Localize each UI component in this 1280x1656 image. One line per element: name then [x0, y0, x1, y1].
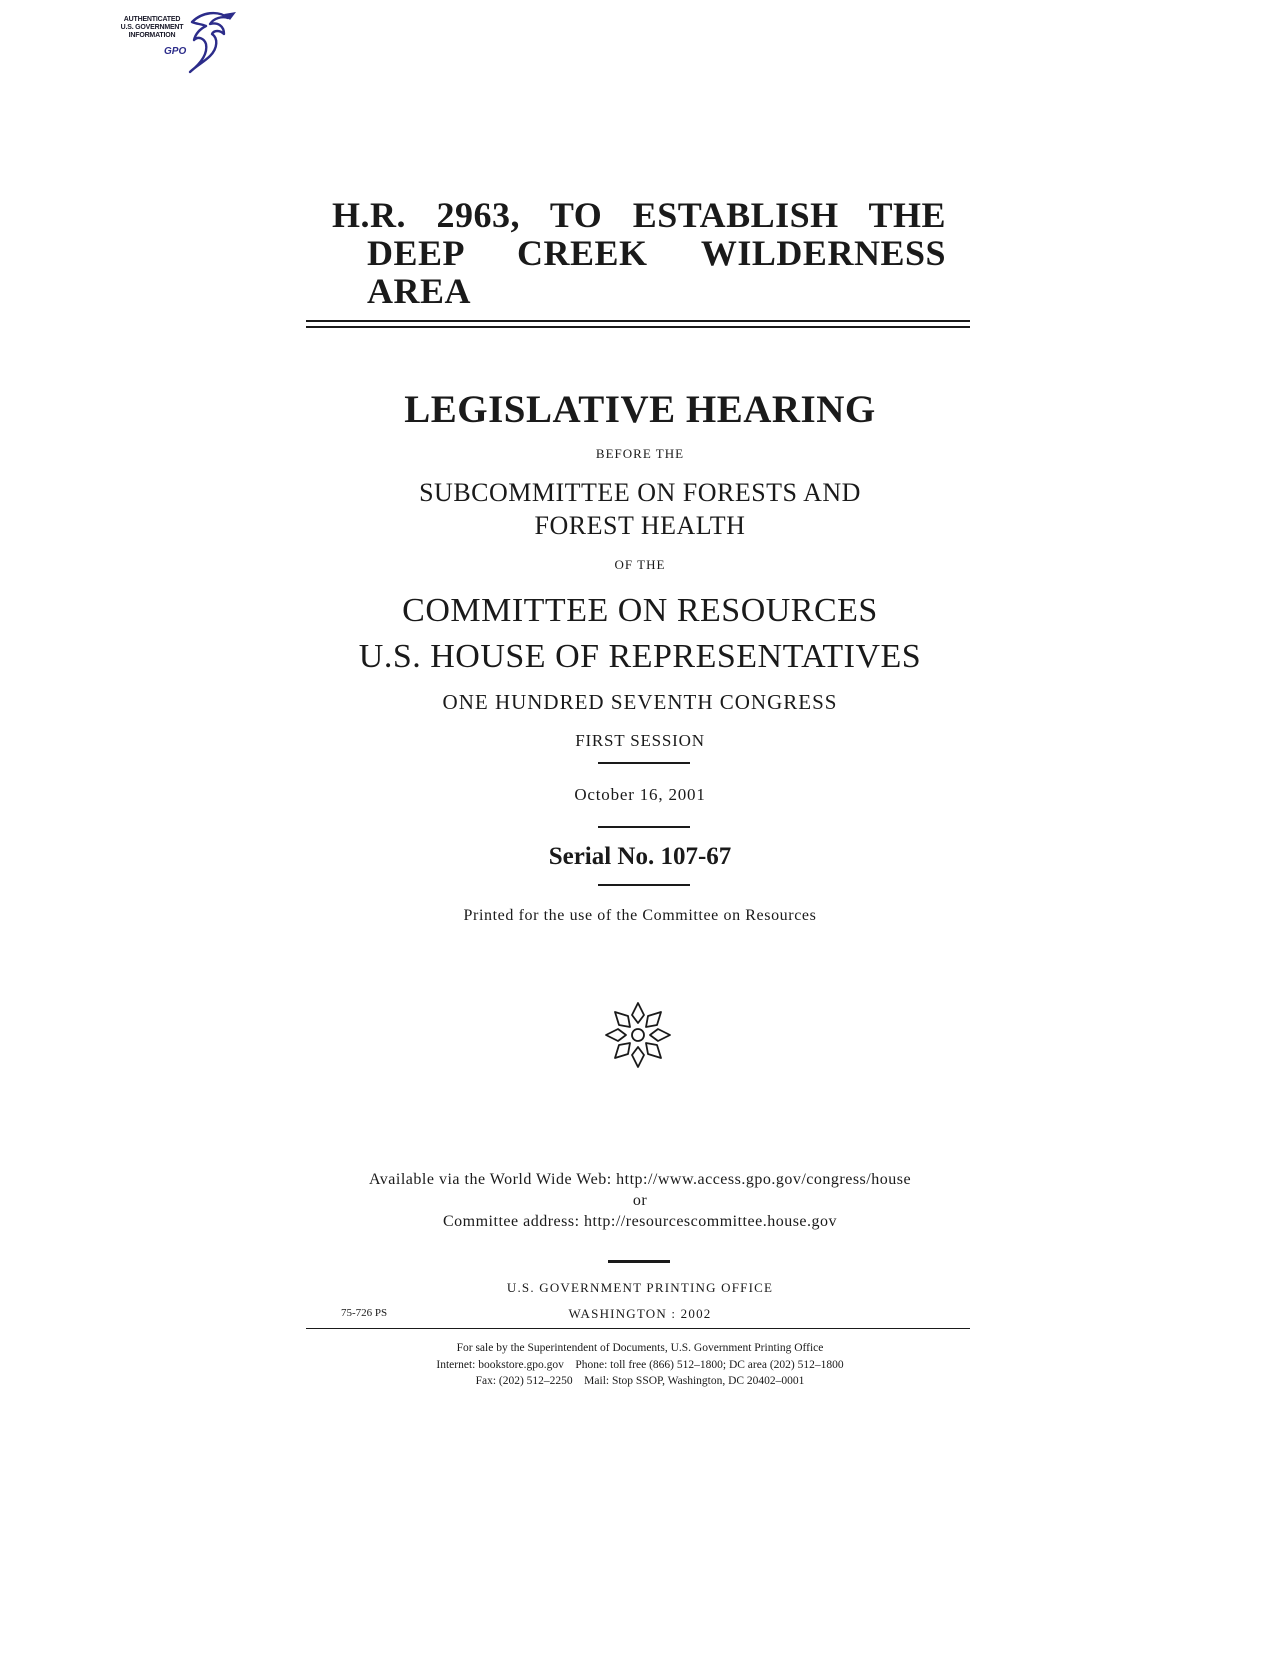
hearing-type-heading: LEGISLATIVE HEARING — [404, 388, 876, 431]
title-rule-top — [306, 320, 970, 322]
web-availability: Available via the World Wide Web: http://www.access.gpo.gov/congress/house — [368, 1171, 912, 1188]
sale-info-line-2: Internet: bookstore.gpo.gov Phone: toll free (866) 512–1800; DC area (202) 512–1800 — [436, 1358, 844, 1371]
sale-info-line-1: For sale by the Superintendent of Documents, U.S. Government Printing Office — [456, 1342, 824, 1354]
seal-line-2: U.S. GOVERNMENT — [120, 24, 184, 31]
printing-office: U.S. GOVERNMENT PRINTING OFFICE — [506, 1280, 774, 1295]
bill-title-line-1: H.R. 2963, TO ESTABLISH THE — [332, 195, 946, 235]
date-rule — [598, 826, 690, 828]
printer-ornament-icon — [604, 1001, 672, 1069]
session-label: FIRST SESSION — [575, 731, 705, 750]
subcommittee-line-2: FOREST HEALTH — [534, 511, 746, 540]
congress-label: ONE HUNDRED SEVENTH CONGRESS — [442, 690, 838, 714]
before-the-label: BEFORE THE — [595, 446, 685, 461]
bill-title — [332, 196, 946, 310]
committee-line-2: U.S. HOUSE OF REPRESENTATIVES — [358, 638, 922, 675]
sale-info — [0, 1340, 1280, 1390]
bill-title-line-2: DEEP CREEK WILDERNESS — [367, 233, 946, 273]
gpo-authentication-seal — [100, 6, 240, 78]
serial-rule — [598, 884, 690, 886]
availability-info — [0, 1169, 1280, 1232]
seal-line-1: AUTHENTICATED — [123, 16, 181, 23]
committee-name — [0, 588, 1280, 680]
subcommittee-name — [0, 476, 1280, 542]
footer-rule — [306, 1328, 970, 1329]
seal-line-3: INFORMATION — [128, 32, 176, 39]
title-rule-bottom — [306, 326, 970, 328]
committee-address: Committee address: http://resourcescommittee.house.gov — [442, 1213, 838, 1230]
hearing-date: October 16, 2001 — [574, 785, 706, 804]
of-the-label: OF THE — [614, 557, 666, 572]
committee-line-1: COMMITTEE ON RESOURCES — [402, 592, 878, 629]
gpo-rule — [608, 1260, 670, 1263]
serial-number: Serial No. 107-67 — [548, 843, 732, 870]
seal-gpo-mark: GPO — [164, 46, 187, 57]
printed-for-note: Printed for the use of the Committee on Resources — [463, 907, 817, 924]
subcommittee-line-1: SUBCOMMITTEE ON FORESTS AND — [419, 478, 861, 507]
place-year: WASHINGTON : 2002 — [568, 1306, 712, 1321]
session-rule — [598, 762, 690, 764]
sale-info-line-3: Fax: (202) 512–2250 Mail: Stop SSOP, Washington, DC 20402–0001 — [475, 1375, 805, 1387]
job-number: 75-726 PS — [341, 1307, 388, 1319]
eagle-icon — [184, 8, 240, 78]
bill-title-line-3: AREA — [367, 271, 472, 311]
availability-or: or — [632, 1192, 648, 1209]
